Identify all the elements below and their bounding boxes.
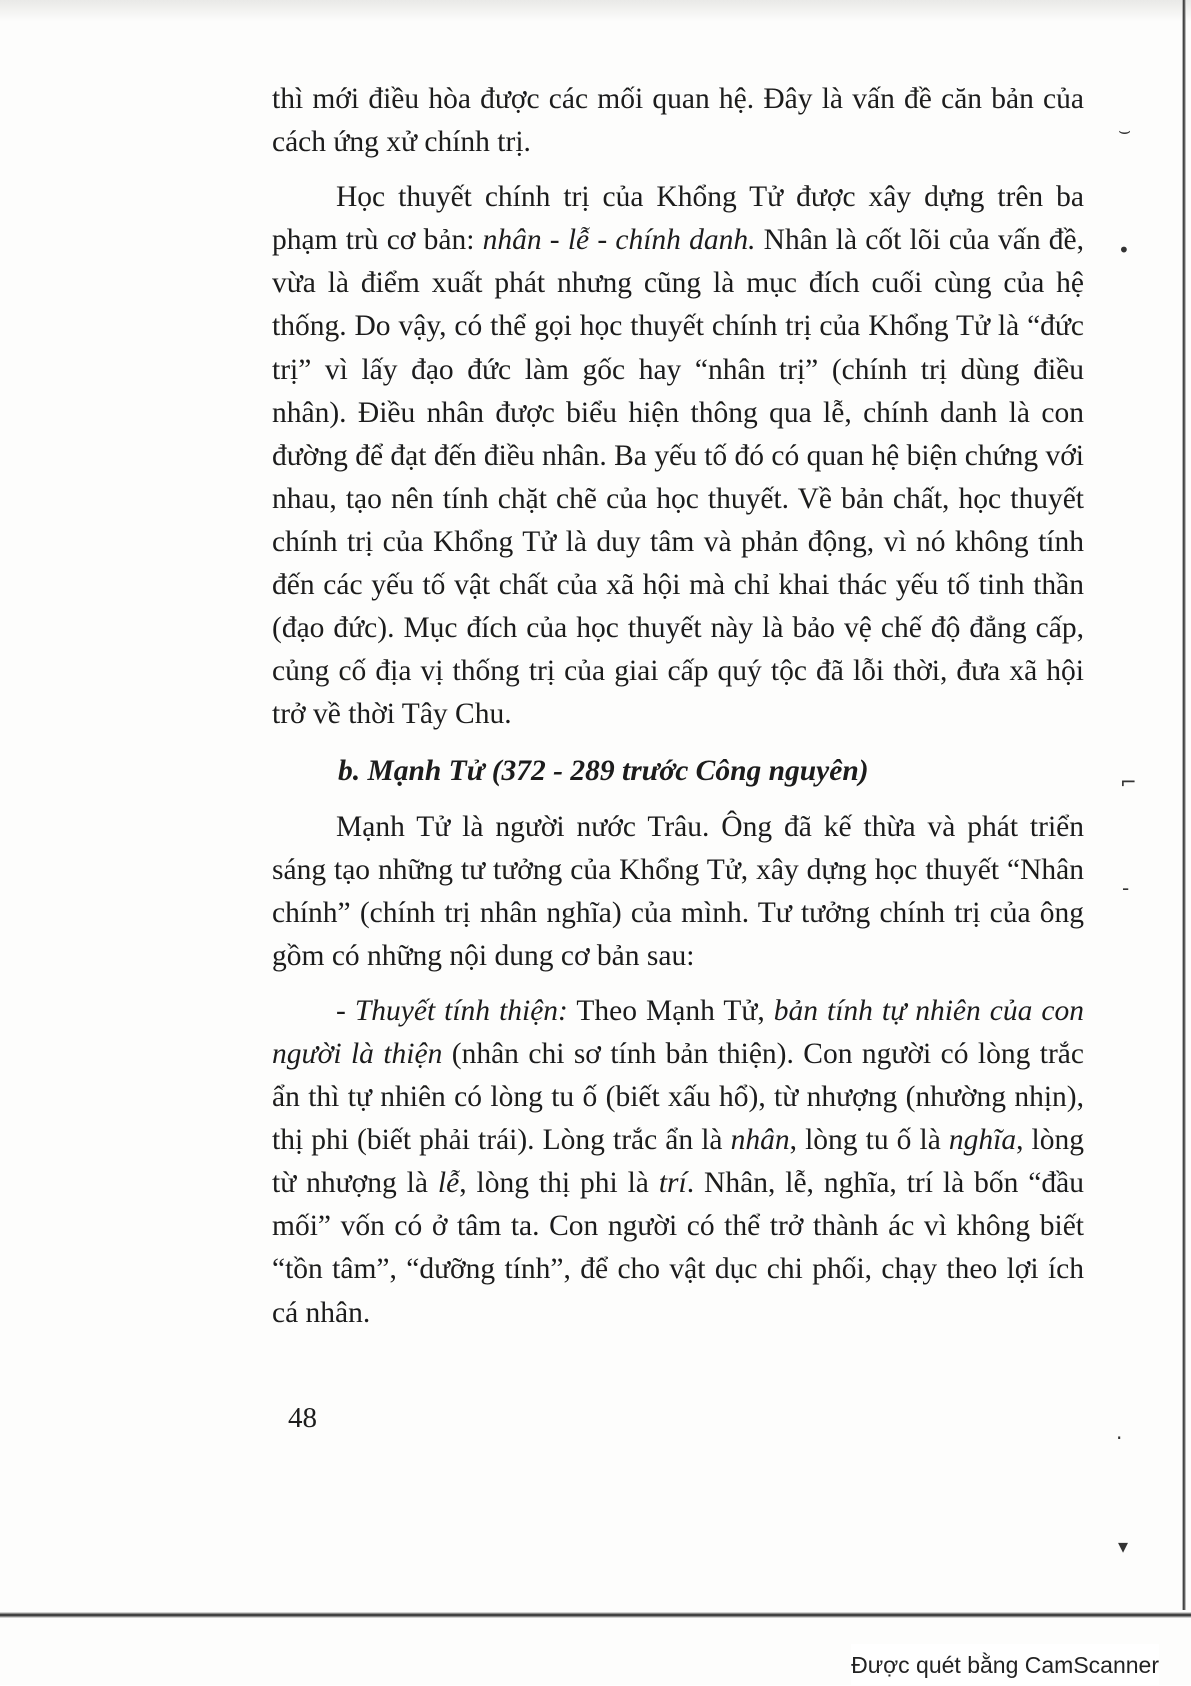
scan-top-shadow <box>0 0 1191 22</box>
italic-term: nhân <box>730 1124 790 1157</box>
section-heading-mencius: b. Mạnh Tử (372 - 289 trước Công nguyên) <box>338 755 869 788</box>
margin-speck: • <box>1118 238 1130 262</box>
camscanner-watermark: Được quét bằng CamScanner <box>851 1644 1159 1686</box>
scan-bottom-edge <box>0 1612 1191 1618</box>
text-run: , lòng từ nhượng là <box>272 1124 1085 1200</box>
italic-term: nghĩa <box>948 1124 1017 1157</box>
italic-phrase: bản tính tự nhiên của con người là thiện <box>272 994 1084 1070</box>
margin-speck: ⌐ <box>1120 770 1137 794</box>
italic-term: trí <box>658 1167 687 1200</box>
paragraph-continuation: thì mới điều hòa được các mối quan hệ. Đây là vấn đề căn bản của cách ứng xử chính trị. <box>272 83 1084 159</box>
page-number: 48 <box>288 1402 317 1434</box>
text-run: Theo Mạnh Tử, <box>567 994 774 1027</box>
text-run: (nhân chi sơ tính bản thiện). Con người có lòng trắc ẩn thì tự nhiên có lòng tu ố (biết xấu hổ), từ nhượng (nhường nhịn), thị phi (biết phải trái). Lòng trắc ẩn là <box>272 1037 1084 1157</box>
margin-speck: ▾ <box>1118 1534 1129 1558</box>
paragraph-confucius-theory <box>272 176 1084 736</box>
italic-terms: nhân - lễ - chính danh. <box>482 224 756 257</box>
paragraph-good-nature-theory <box>272 990 1084 1335</box>
italic-term: lễ <box>437 1167 460 1200</box>
text-run: . Nhân, lễ, nghĩa, trí là bốn “đầu mối” vốn có ở tâm ta. Con người có thể trở thành ác vì không biết “tồn tâm”, “dưỡng tính”, để cho vật dục chi phối, chạy theo lợi ích cá nhân. <box>272 1167 1084 1329</box>
margin-speck: . <box>1116 1420 1123 1444</box>
paragraph-mencius-intro: Mạnh Tử là người nước Trâu. Ông đã kế thừa và phát triển sáng tạo những tư tưởng của Khổng Tử, xây dựng học thuyết “Nhân chính” (chính trị nhân nghĩa) của mình. Tư tưởng chính trị của ông gồm có những nội dung cơ bản sau: <box>272 810 1084 972</box>
margin-speck: - <box>1122 876 1130 900</box>
text-run: Nhân là cốt lõi của vấn đề, vừa là điểm xuất phát nhưng cũng là mục đích cuối cùng của hệ thống. Do vậy, có thể gọi học thuyết chính trị của Khổng Tử là “đức trị” vì lấy đạo đức làm gốc hay “nhân trị” (chính trị dùng điều nhân). Điều nhân được biểu hiện thông qua lễ, chính danh là con đường để đạt đến điều nhân. Ba yếu tố đó có quan hệ biện chứng với nhau, tạo nên tính chặt chẽ của học thuyết. Về bản chất, học thuyết chính trị của Khổng Tử là duy tâm và phản động, vì nó không tính đến các yếu tố vật chất của xã hội mà chỉ khai thác yếu tố tinh thần (đạo đức). Mục đích của học thuyết này là bảo vệ chế độ đẳng cấp, củng cố địa vị thống trị của giai cấp quý tộc đã lỗi thời, đưa xã hội trở về thời Tây Chu. <box>272 224 1084 731</box>
text-run: Học thuyết chính trị của Khổng Tử được xây dựng trên ba phạm trù cơ bản: <box>272 181 1084 257</box>
book-text <box>272 78 1084 1335</box>
text-run: , lòng tu ố là <box>789 1124 949 1157</box>
scan-right-edge <box>1182 0 1186 1610</box>
italic-label: - Thuyết tính thiện: <box>336 994 568 1027</box>
text-run: , lòng thị phi là <box>459 1167 659 1200</box>
margin-speck: ⌣ <box>1118 118 1132 142</box>
